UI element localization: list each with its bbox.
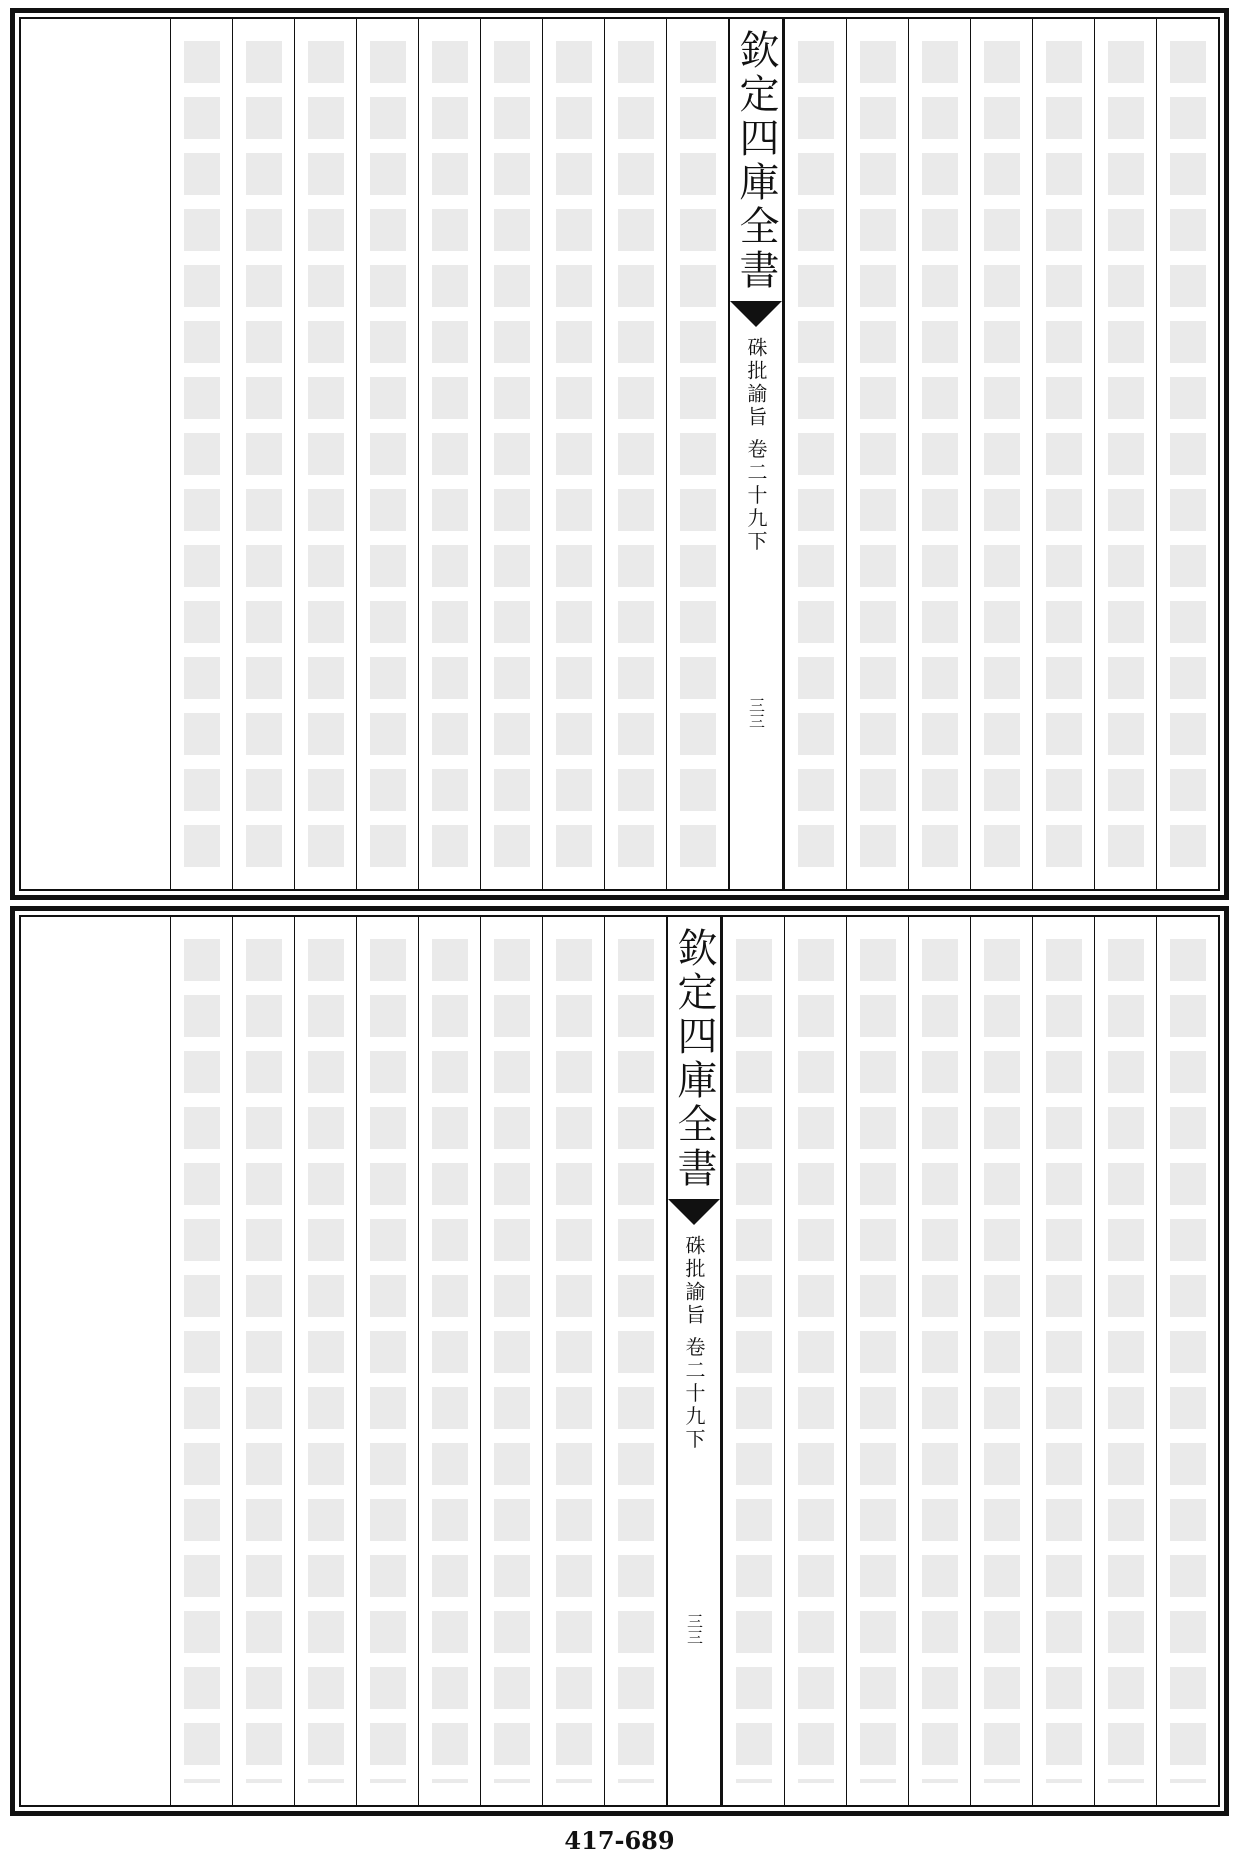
text-column [722, 917, 784, 1805]
text-column [970, 19, 1032, 889]
text-column [480, 19, 542, 889]
text-column [1156, 19, 1218, 889]
bottom-page-frame [19, 915, 1220, 1807]
text-column [846, 917, 908, 1805]
text-column [294, 917, 356, 1805]
text-column [418, 917, 480, 1805]
page-number: 三三 [746, 697, 766, 729]
text-column [356, 917, 418, 1805]
top-page [10, 8, 1229, 900]
text-column [1156, 917, 1218, 1805]
bottom-page [10, 906, 1229, 1816]
text-column [294, 19, 356, 889]
chapter-label: 硃批諭旨 卷二十九下 [744, 337, 768, 554]
text-column [784, 917, 846, 1805]
text-column [542, 19, 604, 889]
text-column [784, 19, 846, 889]
top-page-frame [19, 17, 1220, 891]
page-center-column [728, 19, 784, 889]
fish-tail-mark [668, 1199, 720, 1225]
text-column [170, 19, 232, 889]
text-column [232, 19, 294, 889]
page-number: 三三 [684, 1613, 704, 1645]
text-column [480, 917, 542, 1805]
text-column [170, 917, 232, 1805]
text-column [908, 917, 970, 1805]
text-column [970, 917, 1032, 1805]
text-column [908, 19, 970, 889]
footer-page-number: 417-689 [564, 1826, 675, 1855]
text-column [846, 19, 908, 889]
text-column [1032, 19, 1094, 889]
text-column [232, 917, 294, 1805]
text-column [1032, 917, 1094, 1805]
text-column [666, 19, 728, 889]
text-column [604, 19, 666, 889]
chapter-label: 硃批諭旨 卷二十九下 [682, 1235, 706, 1452]
text-column [418, 19, 480, 889]
text-column [542, 917, 604, 1805]
book-title: 欽定四庫全書 [733, 29, 779, 293]
text-column [356, 19, 418, 889]
page-center-column [666, 917, 722, 1805]
text-column [1094, 917, 1156, 1805]
text-column [1094, 19, 1156, 889]
book-title: 欽定四庫全書 [671, 927, 717, 1191]
fish-tail-mark [730, 301, 782, 327]
text-column [604, 917, 666, 1805]
